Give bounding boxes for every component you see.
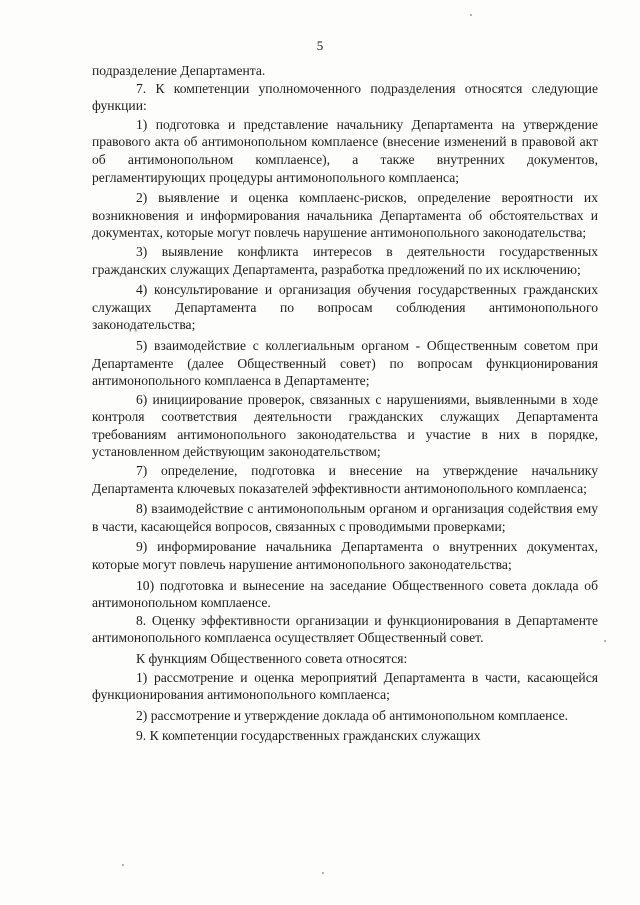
council-list-item-1: 1) рассмотрение и оценка мероприятий Департамента в части, касающейся функционирования антимонопольного комплаенса; bbox=[92, 669, 598, 703]
list-item-4: 4) консультирование и организация обучения государственных гражданских служащих Департамента по вопросам соблюдения антимонопольного законодательства; bbox=[92, 282, 598, 333]
list-item-6: 6) инициирование проверок, связанных с нарушениями, выявленными в ходе контроля соответствия деятельности гражданских служащих Департамента требованиям антимонопольного законодательства и участие в них в порядке, установленном действующим законодательством; bbox=[92, 391, 598, 460]
list-item-8: 8) взаимодействие с антимонопольным органом и организация содействия ему в части, касающейся вопросов, связанных с проводимыми проверками; bbox=[92, 501, 598, 534]
document-body bbox=[92, 62, 598, 745]
list-item-5: 5) взаимодействие с коллегиальным органом - Общественным советом при Департаменте (далее Общественный совет) по вопросам функционирования антимонопольного комплаенса в Департаменте; bbox=[92, 337, 598, 389]
paragraph-item-8: 8. Оценку эффективности организации и функционирования в Департаменте антимонопольного комплаенса осуществляет Общественный совет. bbox=[92, 612, 598, 646]
list-item-3: 3) выявление конфликта интересов в деятельности государственных гражданских служащих Департамента, разработка предложений по их исключению; bbox=[92, 243, 598, 277]
council-list-item-2: 2) рассмотрение и утверждение доклада об антимонопольном комплаенсе. bbox=[136, 707, 569, 723]
list-item-1: 1) подготовка и представление начальнику Департамента на утверждение правового акта об антимонопольном комплаенсе (внесение изменений в правовой акт об антимонопольном комплаенсе), а также внутренних документов, регламентирующих процедуры антимонопольного комплаенса; bbox=[92, 116, 598, 185]
paragraph-council-functions: К функциям Общественного совета относятся: bbox=[136, 651, 408, 666]
paragraph-continuation: подразделение Департамента. bbox=[92, 63, 266, 78]
scan-speck bbox=[604, 640, 606, 642]
paragraph-item-9: 9. К компетенции государственных гражданских служащих bbox=[136, 728, 481, 744]
scan-speck bbox=[470, 14, 472, 16]
list-item-9: 9) информирование начальника Департамента о внутренних документах, которые могут повлечь нарушение антимонопольного законодательства; bbox=[92, 539, 598, 573]
list-item-10: 10) подготовка и вынесение на заседание Общественного совета доклада об антимонопольном комплаенсе. bbox=[92, 577, 598, 611]
paragraph-item-7: 7. К компетенции уполномоченного подразделения относятся следующие функции: bbox=[92, 80, 598, 114]
list-item-7: 7) определение, подготовка и внесение на утверждение начальнику Департамента ключевых показателей эффективности антимонопольного комплаенса; bbox=[92, 463, 598, 496]
scan-speck bbox=[122, 864, 124, 866]
scan-speck bbox=[322, 872, 324, 874]
page-number: 5 bbox=[316, 38, 324, 53]
list-item-2: 2) выявление и оценка комплаенс-рисков, определение вероятности их возникновения и информирования начальника Департамента об обстоятельствах и документах, которые могут повлечь нарушение антимонопольного законодательства; bbox=[92, 190, 598, 241]
